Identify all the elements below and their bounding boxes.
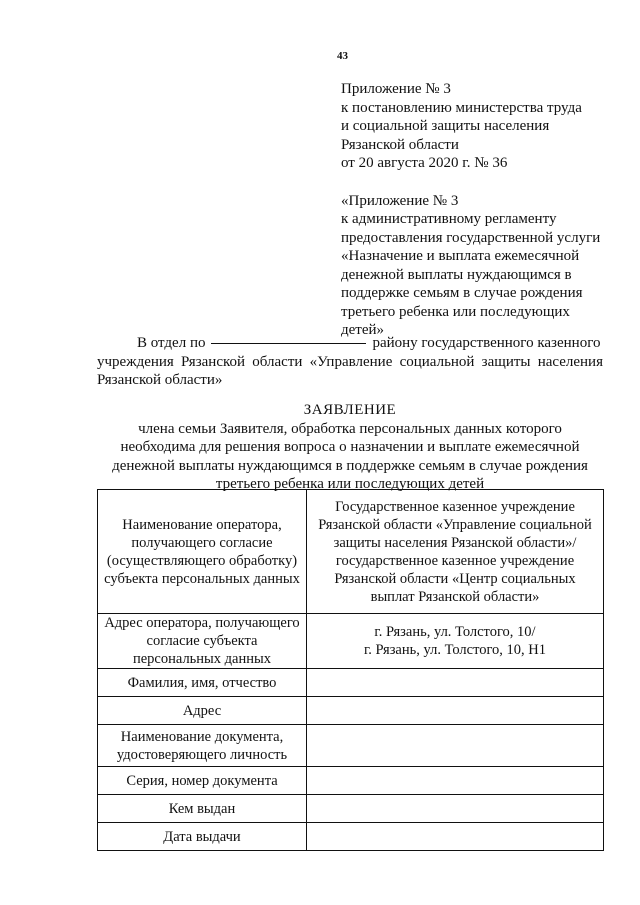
label-line: Наименование оператора, <box>122 516 282 533</box>
table-label-cell <box>98 490 307 614</box>
address-input-cell[interactable] <box>307 697 604 725</box>
statement-subtitle-line: третьего ребенка или последующих детей <box>215 476 485 492</box>
value-line: выплат Рязанской области» <box>370 588 540 605</box>
table-row-issue-date <box>98 823 604 851</box>
full-name-input-cell[interactable] <box>307 669 604 697</box>
appendix-spacer <box>341 173 631 192</box>
appendix-line: и социальной защиты населения <box>341 118 550 134</box>
appendix-line: Рязанской области <box>341 136 459 153</box>
district-blank-field[interactable] <box>211 343 366 344</box>
label-line: согласие субъекта <box>146 633 258 649</box>
table-row-operator-address <box>98 614 604 669</box>
doc-number-input-cell[interactable] <box>307 767 604 795</box>
regulation-line: «Приложение № 3 <box>341 192 459 209</box>
regulation-line: к административному регламенту <box>341 211 557 227</box>
value-line: г. Рязань, ул. Толстого, 10/ <box>374 624 536 640</box>
regulation-line: «Назначение и выплата ежемесячной <box>341 248 580 264</box>
table-row-full-name <box>98 669 604 697</box>
issue-date-input-cell[interactable] <box>307 823 604 851</box>
appendix-line: к постановлению министерства труда <box>341 99 582 116</box>
table-label-cell: Фамилия, имя, отчество <box>98 669 307 697</box>
department-line-2: учреждения Рязанской области «Управление социальной защиты населения <box>97 353 603 370</box>
regulation-line: предоставления государственной услуги <box>341 229 601 246</box>
table-row-id-document <box>98 725 604 767</box>
value-line: Рязанской области «Управление социальной <box>318 516 592 533</box>
table-value-cell <box>307 614 604 669</box>
statement-subtitle-line: члена семьи Заявителя, обработка персональных данных которого <box>138 420 562 437</box>
value-line: защиты населения Рязанской области»/ <box>333 534 577 551</box>
statement-title <box>97 401 603 494</box>
appendix-line: от 20 августа 2020 г. № 36 <box>341 155 508 171</box>
statement-heading: ЗАЯВЛЕНИЕ <box>303 402 397 418</box>
department-suffix: району государственного казенного <box>372 335 601 351</box>
table-label-cell <box>98 725 307 767</box>
value-line: Государственное казенное учреждение <box>335 498 575 515</box>
table-row-operator-name <box>98 490 604 614</box>
statement-subtitle-line: денежной выплаты нуждающимся в поддержке семьям в случае рождения <box>112 457 588 474</box>
table-label-cell: Серия, номер документа <box>98 767 307 795</box>
table-label-cell: Адрес <box>98 697 307 725</box>
statement-subtitle-line: необходима для решения вопроса о назначении и выплате ежемесячной <box>120 439 580 455</box>
id-document-input-cell[interactable] <box>307 725 604 767</box>
appendix-block <box>341 80 631 340</box>
label-line: (осуществляющего обработку) <box>106 552 298 569</box>
table-label-cell: Кем выдан <box>98 795 307 823</box>
label-line: субъекта персональных данных <box>104 570 300 587</box>
label-line: Наименование документа, <box>120 728 284 745</box>
label-line: удостоверяющего личность <box>116 746 288 763</box>
regulation-line: детей» <box>341 322 385 338</box>
table-row-address <box>98 697 604 725</box>
regulation-line: денежной выплаты нуждающимся в <box>341 266 572 283</box>
table-value-cell <box>307 490 604 614</box>
label-line: получающего согласие <box>131 534 273 551</box>
table-row-doc-number <box>98 767 604 795</box>
label-line: Адрес оператора, получающего <box>104 615 300 631</box>
label-line: персональных данных <box>132 651 271 667</box>
department-line-3: Рязанской области» <box>97 372 223 388</box>
regulation-line: поддержке семьям в случае рождения <box>341 285 583 301</box>
value-line: государственное казенное учреждение <box>335 552 575 569</box>
personal-data-table <box>97 489 604 851</box>
table-row-issued-by <box>98 795 604 823</box>
table-label-cell <box>98 614 307 669</box>
page-number: 43 <box>337 50 348 62</box>
department-prefix: В отдел по <box>137 335 206 351</box>
value-line: Рязанской области «Центр социальных <box>334 570 576 587</box>
table-label-cell: Дата выдачи <box>98 823 307 851</box>
department-address <box>97 334 603 390</box>
issued-by-input-cell[interactable] <box>307 795 604 823</box>
regulation-line: третьего ребенка или последующих <box>341 303 570 320</box>
department-line-1 <box>97 334 603 353</box>
value-line: г. Рязань, ул. Толстого, 10, Н1 <box>363 642 547 658</box>
appendix-line: Приложение № 3 <box>341 81 451 97</box>
